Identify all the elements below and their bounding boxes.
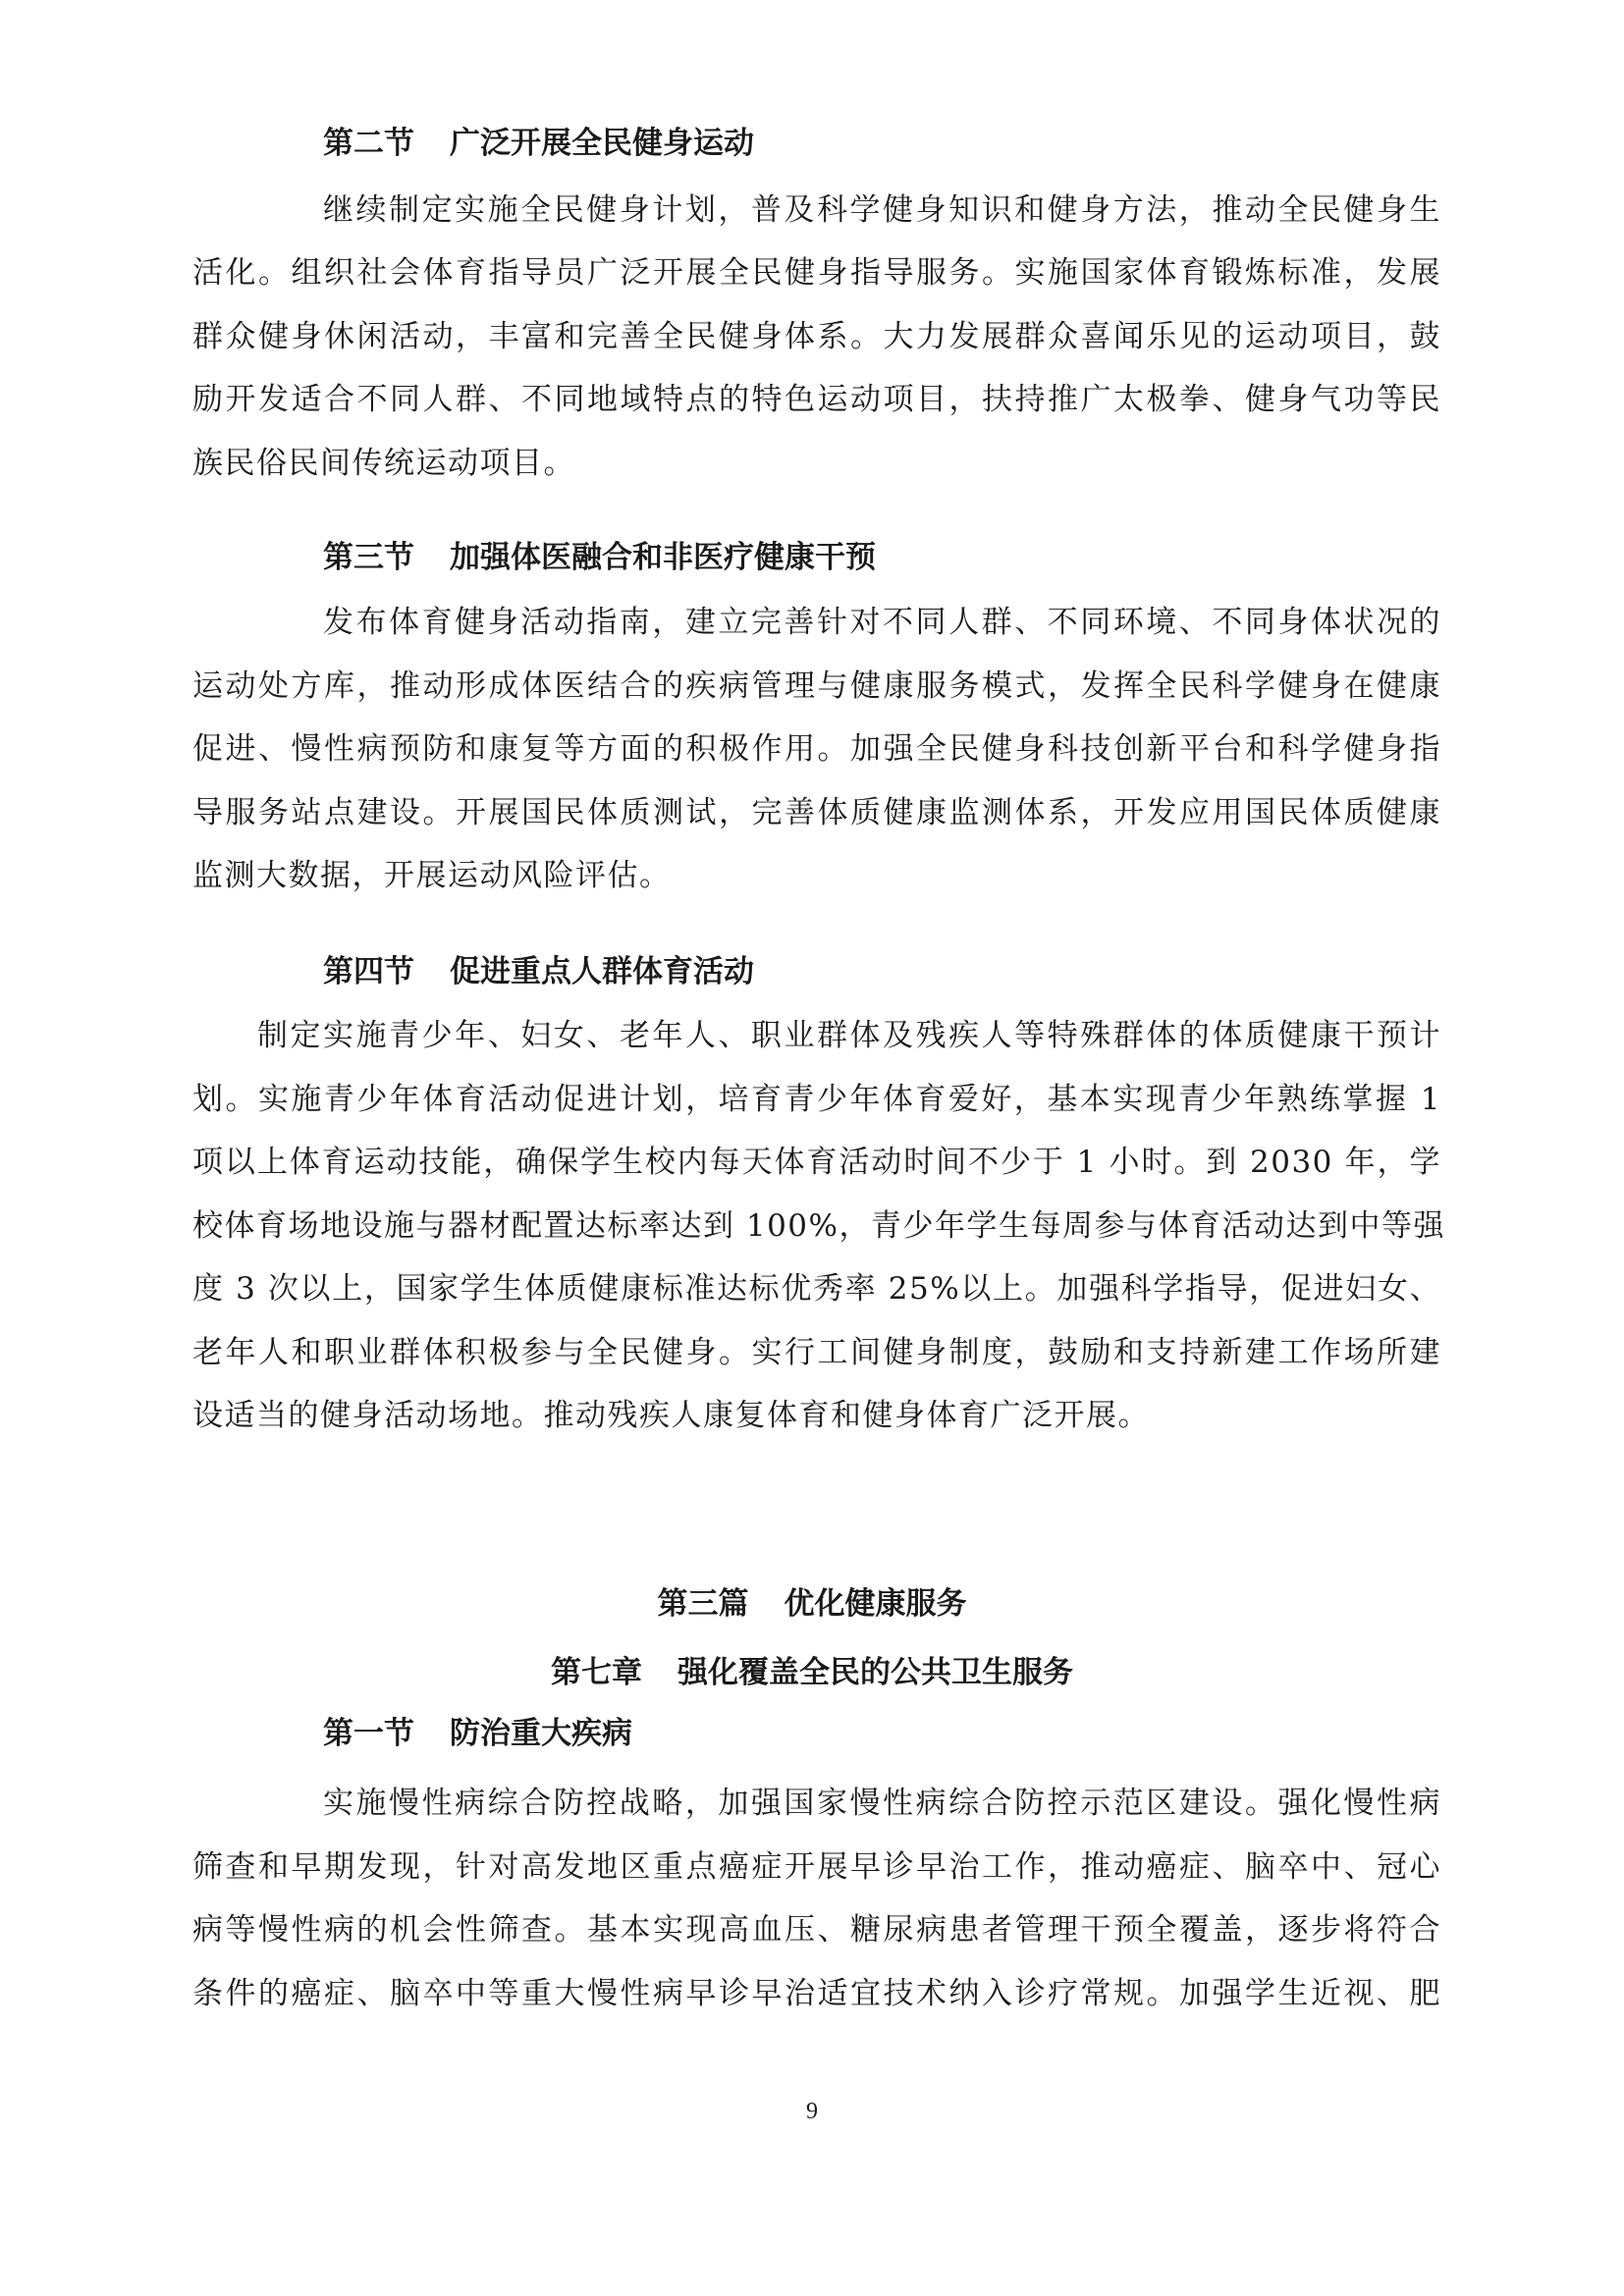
section-heading-4 bbox=[323, 950, 754, 993]
section-heading-final bbox=[323, 1712, 632, 1755]
paragraph-line: 导服务站点建设。开展国民体质测试，完善体质健康监测体系，开发应用国民体质健康 bbox=[192, 795, 1441, 830]
part-title: 优化健康服务 bbox=[784, 1586, 967, 1622]
paragraph-line: 校体育场地设施与器材配置达标率达到 100%，青少年学生每周参与体育活动达到中等强 bbox=[192, 1208, 1445, 1244]
paragraph-line: 筛查和早期发现，针对高发地区重点癌症开展早诊早治工作，推动癌症、脑卒中、冠心 bbox=[192, 1849, 1441, 1885]
chapter-heading bbox=[0, 1651, 1624, 1694]
paragraph-line: 项以上体育运动技能，确保学生校内每天体育活动时间不少于 1 小时。到 2030 年，学 bbox=[192, 1145, 1441, 1180]
chapter-title: 强化覆盖全民的公共卫生服务 bbox=[677, 1655, 1073, 1690]
paragraph-line: 制定实施青少年、妇女、老年人、职业群体及残疾人等特殊群体的体质健康干预计 bbox=[257, 1018, 1441, 1053]
section-number: 第四节 bbox=[323, 954, 414, 989]
paragraph-line: 活化。组织社会体育指导员广泛开展全民健身指导服务。实施国家体育锻炼标准，发展 bbox=[192, 255, 1441, 291]
part-number: 第三篇 bbox=[657, 1586, 749, 1622]
part-heading bbox=[0, 1582, 1624, 1626]
paragraph-line: 老年人和职业群体积极参与全民健身。实行工间健身制度，鼓励和支持新建工作场所建 bbox=[192, 1335, 1441, 1370]
paragraph-line: 度 3 次以上，国家学生体质健康标准达标优秀率 25%以上。加强科学指导，促进妇女、 bbox=[192, 1271, 1441, 1307]
paragraph-line: 监测大数据，开展运动风险评估。 bbox=[192, 858, 672, 893]
paragraph-line: 运动处方库，推动形成体医结合的疾病管理与健康服务模式，发挥全民科学健身在健康 bbox=[192, 668, 1441, 704]
chapter-number: 第七章 bbox=[551, 1655, 642, 1690]
paragraph-line: 励开发适合不同人群、不同地域特点的特色运动项目，扶持推广太极拳、健身气功等民 bbox=[192, 382, 1441, 417]
paragraph-line: 设适当的健身活动场地。推动残疾人康复体育和健身体育广泛开展。 bbox=[192, 1398, 1150, 1433]
section-title: 防治重大疾病 bbox=[450, 1716, 632, 1751]
paragraph-line: 实施慢性病综合防控战略，加强国家慢性病综合防控示范区建设。强化慢性病 bbox=[323, 1786, 1441, 1821]
paragraph-line: 划。实施青少年体育活动促进计划，培育青少年体育爱好，基本实现青少年熟练掌握 1 bbox=[192, 1082, 1441, 1117]
paragraph-line: 继续制定实施全民健身计划，普及科学健身知识和健身方法，推动全民健身生 bbox=[323, 192, 1441, 228]
paragraph-line: 发布体育健身活动指南，建立完善针对不同人群、不同环境、不同身体状况的 bbox=[323, 605, 1441, 640]
paragraph-line: 族民俗民间传统运动项目。 bbox=[192, 446, 575, 481]
paragraph-line: 病等慢性病的机会性筛查。基本实现高血压、糖尿病患者管理干预全覆盖，逐步将符合 bbox=[192, 1912, 1441, 1948]
section-heading-3 bbox=[323, 536, 876, 579]
section-title: 加强体医融合和非医疗健康干预 bbox=[450, 540, 876, 575]
paragraph-line: 促进、慢性病预防和康复等方面的积极作用。加强全民健身科技创新平台和科学健身指 bbox=[192, 731, 1441, 767]
paragraph-line: 群众健身休闲活动，丰富和完善全民健身体系。大力发展群众喜闻乐见的运动项目，鼓 bbox=[192, 319, 1441, 354]
page-number: 9 bbox=[806, 2099, 818, 2124]
section-number: 第三节 bbox=[323, 540, 414, 575]
paragraph-line: 条件的癌症、脑卒中等重大慢性病早诊早治适宜技术纳入诊疗常规。加强学生近视、肥 bbox=[192, 1976, 1441, 2011]
section-title: 广泛开展全民健身运动 bbox=[450, 126, 754, 161]
section-heading-2 bbox=[323, 122, 754, 165]
section-number: 第一节 bbox=[323, 1716, 414, 1751]
section-title: 促进重点人群体育活动 bbox=[450, 954, 754, 989]
section-number: 第二节 bbox=[323, 126, 414, 161]
